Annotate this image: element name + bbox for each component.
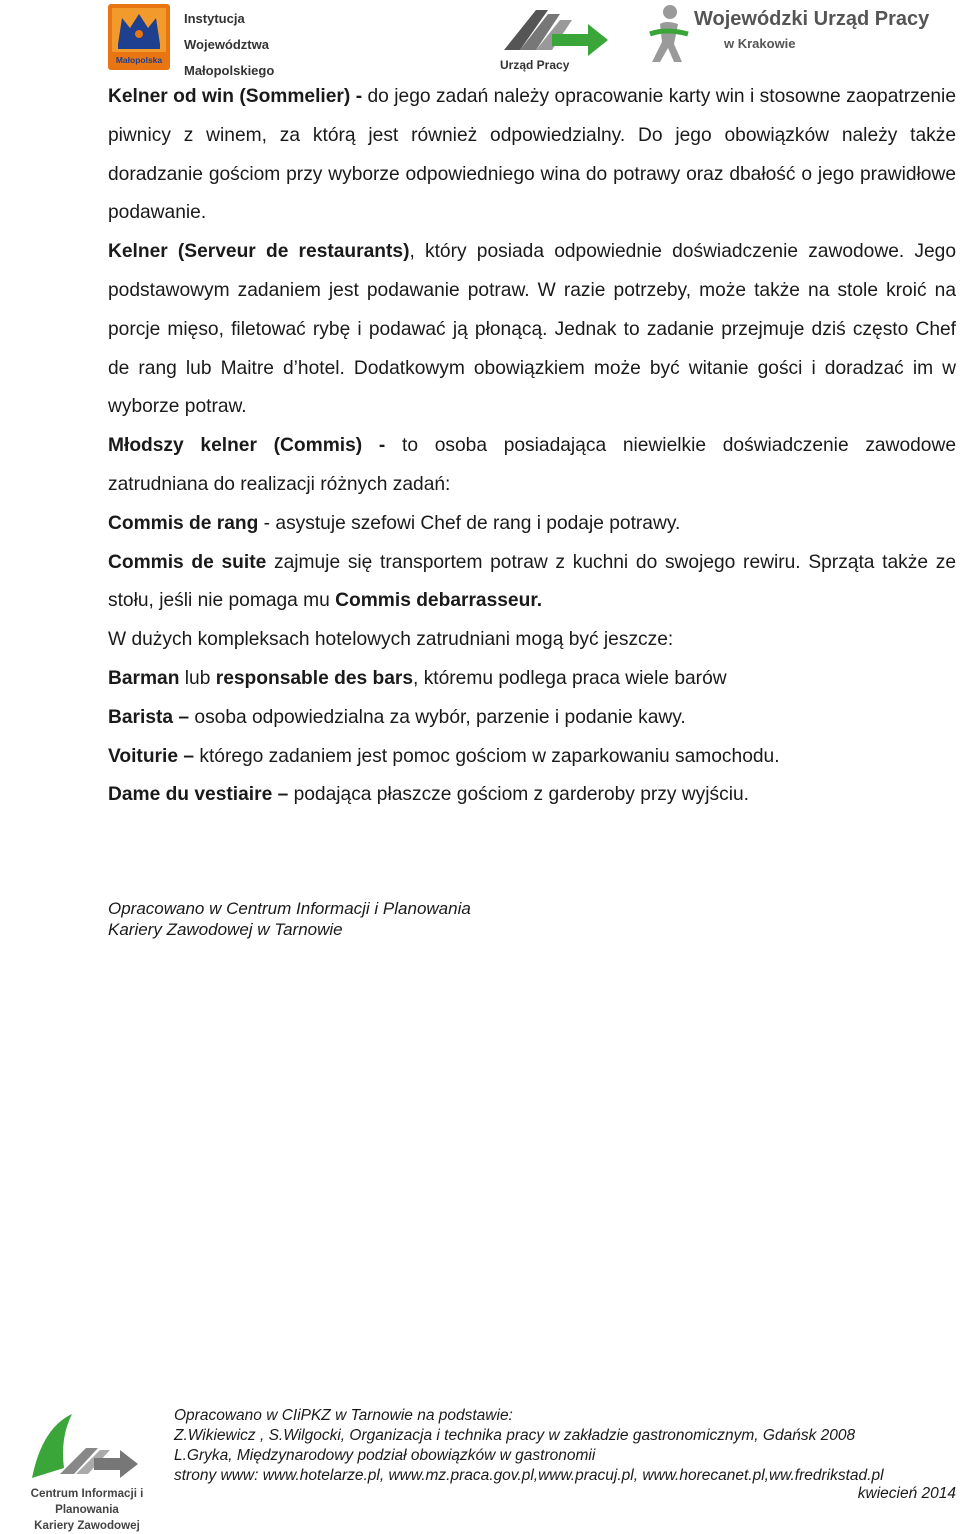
institution-line-1: Instytucja xyxy=(184,11,245,26)
connector-lub: lub xyxy=(179,667,216,689)
credit-line-2: Kariery Zawodowej w Tarnowie xyxy=(108,920,343,939)
paragraph-commis xyxy=(108,427,956,505)
ciipkz-line-2: Kariery Zawodowej xyxy=(34,1519,140,1532)
description-voiturie: którego zadaniem jest pomoc gościom w zaparkowaniu samochodu. xyxy=(194,745,780,767)
ciipkz-logo-text xyxy=(2,1486,172,1534)
urzad-pracy-arrow-icon xyxy=(496,4,616,58)
paragraph-barman xyxy=(108,660,956,699)
description-barman: , któremu podlega praca wiele barów xyxy=(413,667,727,689)
institution-line-2: Województwa xyxy=(184,37,269,52)
paragraph-barista xyxy=(108,699,956,738)
term-commis-debarrasseur: Commis debarrasseur. xyxy=(335,590,543,612)
urzad-pracy-caption: Urząd Pracy xyxy=(500,58,570,72)
wup-krakow-logo xyxy=(646,4,956,68)
paragraph-sommelier xyxy=(108,78,956,233)
institution-line-3: Małopolskiego xyxy=(184,63,275,78)
paragraph-commis-de-suite xyxy=(108,544,956,622)
document-date: kwiecień 2014 xyxy=(857,1485,956,1502)
description-dame-du-vestiaire: podająca płaszcze gościom z garderoby przy wyjściu. xyxy=(288,784,749,806)
wup-figure-icon xyxy=(646,4,692,66)
term-commis-de-rang: Commis de rang xyxy=(108,512,259,534)
source-item: L.Gryka, Międzynarodowy podział obowiązków w gastronomii xyxy=(174,1447,596,1464)
term-commis: Młodszy kelner (Commis) - xyxy=(108,435,386,457)
description-barista: osoba odpowiedzialna za wybór, parzenie i podanie kawy. xyxy=(189,706,686,728)
paragraph-dame-du-vestiaire xyxy=(108,776,956,815)
malopolska-institution-logo xyxy=(108,4,288,78)
description-kelner: , który posiada odpowiednie doświadczenie zawodowe. Jego podstawowym zadaniem jest podawanie potraw. W razie potrzeby, może także na stole kroić na porcje mięso, filetować rybę i podawać ją płonącą. Jednak to zadanie przejmuje dziś często Chef de rang lub Maitre d’hotel. Dodatkowym obowiązkiem może być witanie gości i doradzać im w wyborze potraw. xyxy=(108,241,956,418)
description-commis: to osoba posiadająca niewielkie doświadczenie zawodowe zatrudniana do realizacji różnych zadań: xyxy=(108,435,956,495)
description-commis-de-rang: - asystuje szefowi Chef de rang i podaje potrawy. xyxy=(258,512,681,534)
ciipkz-line-1: Centrum Informacji i Planowania xyxy=(30,1487,144,1516)
authorship-credit xyxy=(108,898,471,940)
term-voiturie: Voiturie – xyxy=(108,745,195,767)
term-responsable-des-bars: responsable des bars xyxy=(215,667,414,689)
hotels-intro: W dużych kompleksach hotelowych zatrudniani mogą być jeszcze: xyxy=(108,629,674,651)
emblem-label: Małopolska xyxy=(115,55,163,65)
paragraph-commis-de-rang xyxy=(108,505,956,544)
wup-subtitle: w Krakowie xyxy=(724,36,796,51)
term-barista: Barista – xyxy=(108,706,190,728)
description-commis-de-suite: zajmuje się transportem potraw z kuchni do swojego rewiru. Sprząta także ze stołu, jeśli nie pomaga mu xyxy=(108,551,956,612)
malopolska-emblem-icon xyxy=(108,4,170,70)
description-sommelier: do jego zadań należy opracowanie karty win i stosowne zaopatrzenie piwnicy z winem, za którą jest również odpowiedzialny. Do jego obowiązków należy także doradzanie gościom przy wyborze odpowiedniego wina do potrawy oraz dbałość o jego prawidłowe podawanie. xyxy=(108,86,956,224)
term-commis-de-suite: Commis de suite xyxy=(108,551,267,573)
paragraph-hotels xyxy=(108,621,956,660)
wup-title: Wojewódzki Urząd Pracy xyxy=(694,8,930,30)
source-item: strony www: www.hotelarze.pl, www.mz.praca.gov.pl,www.pracuj.pl, www.horecanet.pl,ww.fredrikstad.pl xyxy=(174,1467,884,1484)
term-sommelier: Kelner od win (Sommelier) - xyxy=(108,86,363,107)
source-item: Z.Wikiewicz , S.Wilgocki, Organizacja i technika pracy w zakładzie gastronomicznym, Gdańsk 2008 xyxy=(174,1427,856,1444)
ciipkz-arrows-icon xyxy=(2,1408,172,1486)
term-barman: Barman xyxy=(108,667,180,689)
ciipkz-logo xyxy=(2,1408,172,1532)
term-dame-du-vestiaire: Dame du vestiaire – xyxy=(108,784,289,806)
urzad-pracy-logo xyxy=(496,4,616,74)
sources-list xyxy=(174,1406,884,1486)
term-kelner: Kelner (Serveur de restaurants) xyxy=(108,241,410,263)
document-body xyxy=(108,78,956,815)
institution-name xyxy=(184,6,294,84)
paragraph-kelner xyxy=(108,233,956,427)
paragraph-voiturie xyxy=(108,738,956,777)
header xyxy=(0,0,960,80)
sources-heading: Opracowano w CIiPKZ w Tarnowie na podstawie: xyxy=(174,1407,513,1424)
credit-line-1: Opracowano w Centrum Informacji i Planowania xyxy=(108,899,471,918)
